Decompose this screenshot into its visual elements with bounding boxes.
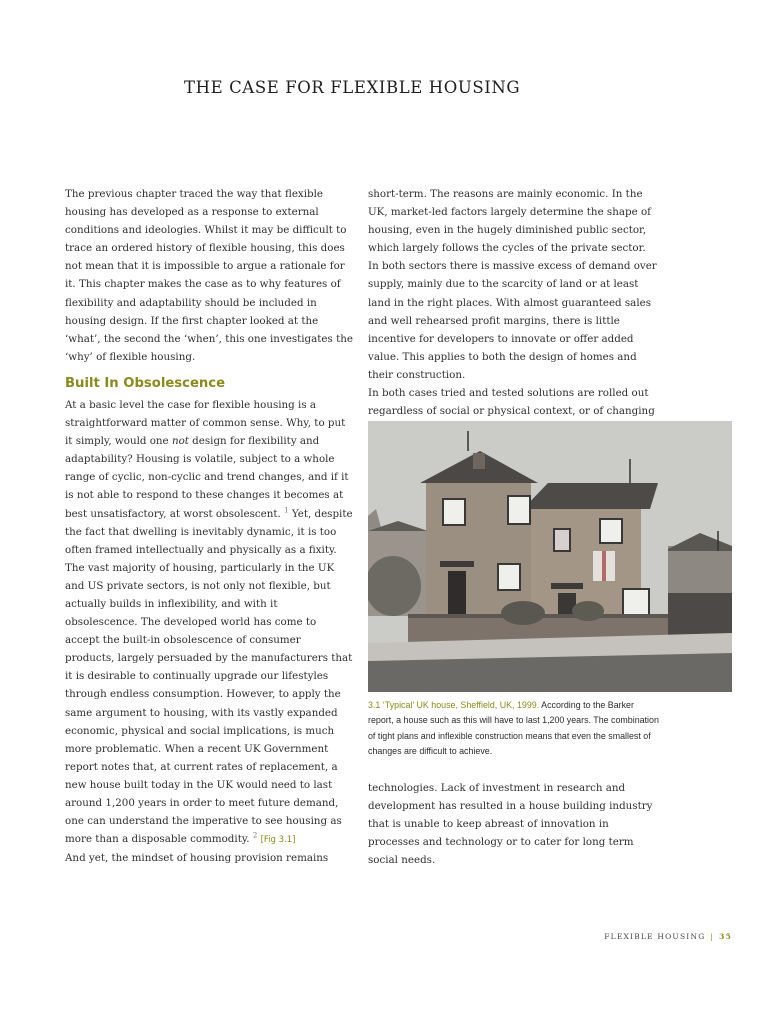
p1-text-a: At a basic level the case for flexible housing is a straightforward matter of common sense. Why, to put it simply, would one: [65, 398, 346, 448]
p2-text: The vast majority of housing, particularly in the UK and US private sectors, is not only not flexible, but actually builds in inflexibility, and with it obsolescence. The developed world has come to accept the built-in obsolescence of consumer products, largely persuaded by the manufacturers that it is desirable to continually upgrade our lifestyles through endless consumption. However, to apply the same argument to housing, with its vastly expanded economic, physical and social implications, is much more problematic. When a recent UK Government report notes that, at current rates of replacement, a new house built today in the UK would need to last around 1,200 years in order to meet future demand, one can understand the imperative to see housing as more than a disposable commodity.: [65, 561, 353, 846]
page-title: THE CASE FOR FLEXIBLE HOUSING: [184, 78, 521, 97]
caption-reference: 3.1 ‘Typical’ UK house, Sheffield, UK, 1999.: [368, 700, 540, 710]
right-paragraph-4: technologies. Lack of investment in research and development has resulted in a house building industry that is unable to keep abreast of innovation in processes and technology or to cater for long term social needs.: [368, 782, 653, 867]
section-heading: Built In Obsolescence: [65, 375, 226, 391]
page-footer: [604, 932, 732, 941]
caption-text: According to the Barker report, a house such as this will have to last 1,200 years. The combination of tight plans and inflexible construction means that even the smallest of changes are difficult to achieve.: [368, 700, 659, 757]
body-paragraph-2: [65, 559, 353, 850]
right-paragraph-3: In both cases tried and tested solutions are rolled out regardless of social or physical context, or of changing: [368, 387, 655, 418]
left-column: [65, 185, 353, 867]
figure-caption: [368, 698, 660, 760]
right-column-top: [368, 185, 658, 420]
footnote-marker-1: 1: [284, 506, 289, 515]
running-title: FLEXIBLE HOUSING: [604, 932, 706, 941]
footer-separator: |: [710, 932, 715, 941]
body-paragraph-3: And yet, the mindset of housing provision remains: [65, 852, 329, 865]
right-paragraph-1: short-term. The reasons are mainly economic. In the UK, market-led factors largely determine the shape of housing, even in the hugely diminished public sector, which largely follows the cycles of the private sector.: [368, 188, 651, 255]
p1-emphasis: not: [171, 435, 189, 448]
page-number: 35: [719, 932, 732, 941]
right-column-bottom: [368, 779, 658, 869]
footnote-marker-2: 2: [252, 831, 258, 840]
p1-text-b: design for flexibility and adaptability? Housing is volatile, subject to a whole range of cyclic, non-cyclic and trend changes, and if it is not able to respond to these changes it becomes at best unsatisfactory, at worst obsolescent.: [65, 435, 349, 520]
figure-reference[interactable]: [Fig 3.1]: [260, 835, 296, 846]
right-paragraph-2: In both sectors there is massive excess of demand over supply, mainly due to the scarcity of land or at least land in the right places. With almost guaranteed sales and well rehearsed profit margins, there is little incentive for developers to innovate or offer added value. This applies to both the design of homes and their construction.: [368, 260, 657, 381]
body-paragraph-1: [65, 396, 353, 559]
figure-photo-house: [368, 421, 732, 692]
p1-text-c: Yet, despite the fact that dwelling is inevitably dynamic, it is too often framed intellectually and physically as a fixity.: [65, 507, 353, 556]
intro-paragraph: The previous chapter traced the way that flexible housing has developed as a response to external conditions and ideologies. Whilst it may be difficult to trace an ordered history of flexible housing, this does not mean that it is impossible to argue a rationale for it. This chapter makes the case as to why features of flexibility and adaptability should be included in housing design. If the first chapter looked at the ‘what’, the second the ‘when’, this one investigates the ‘why’ of flexible housing.: [65, 188, 353, 363]
